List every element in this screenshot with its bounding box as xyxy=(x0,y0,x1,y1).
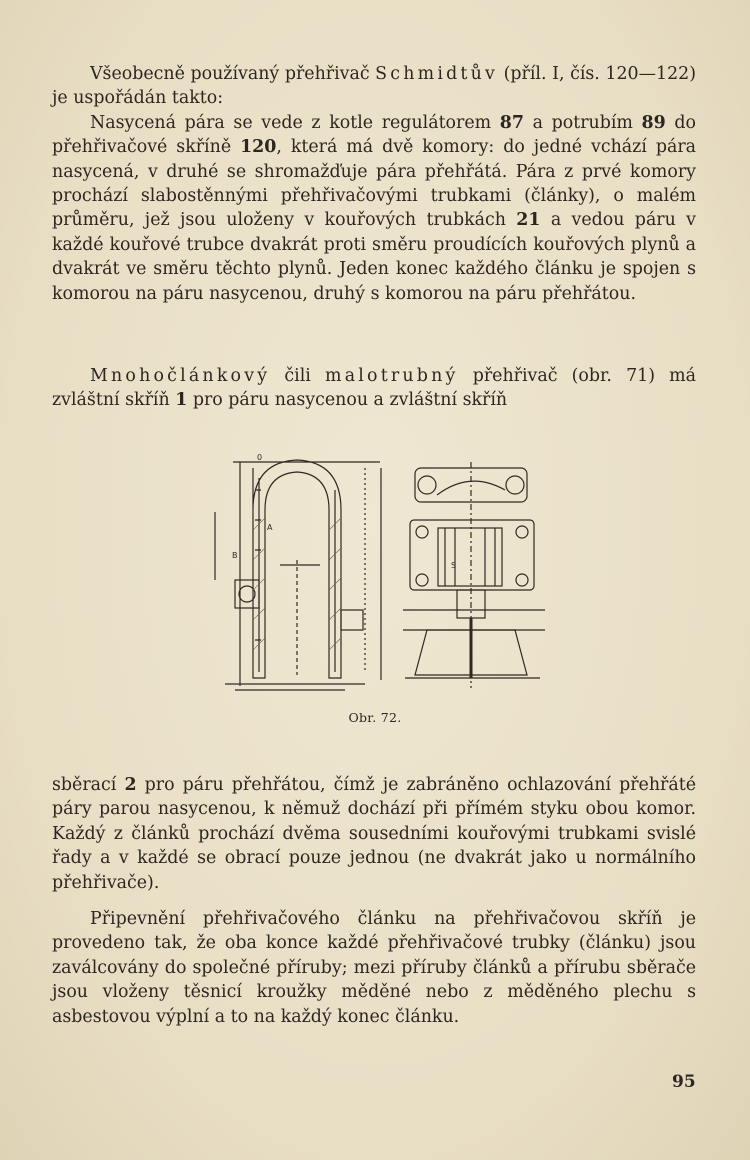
text-run: Nasycená pára se vede z kotle regulátorem xyxy=(90,112,500,133)
text-run: Všeobecně používaný přehřivač xyxy=(90,64,376,84)
text-run: do přehřivačové skříně xyxy=(52,112,696,158)
text-run: (příl. I, čís. 120—122) je uspořádán takto: xyxy=(52,64,696,109)
figure-caption: Obr. 72. xyxy=(348,710,402,725)
page-number: 95 xyxy=(672,1072,696,1092)
ref-number: 87 xyxy=(499,112,524,133)
text-run: přehřivač (obr. 71) má zvláštní skříň xyxy=(52,366,697,411)
paragraph-schmidt-intro xyxy=(52,62,696,111)
text-run: pro páru přehřátou, čímž je zabráněno ochlazování přehřáté páry parou nasycenou, k němuž dochází při přímém styku obou komor. Každý z článků prochází dvěma sousedními kouřovými trubkami svislé řady a v každé se obrací pouze jednou (ne dvakrát jako u normálního přehřivače). xyxy=(52,775,696,893)
ref-number: 89 xyxy=(641,112,666,133)
text-block-top xyxy=(52,62,696,306)
ref-number: 120 xyxy=(240,137,277,158)
figure-label-s: S xyxy=(451,561,457,570)
text-run: pro páru nasycenou a zvláštní skříň xyxy=(187,390,508,411)
paragraph-element-attachment: Připevnění přehřivačového článku na přehřivačovou skříň je provedeno tak, že oba konce každé přehřivačové trubky (článku) jsou zaválcovány do společné příruby; mezi příruby článků a přírubu sběrače jsou vloženy těsnicí kroužky měděné nebo z měděného plechu s asbestovou výplní a to na každý konec článku. xyxy=(52,909,696,1027)
ref-number: 1 xyxy=(175,390,188,411)
emphasized-name: Mnohočlánkový xyxy=(90,366,271,386)
text-run: a vedou páru v každé kouřové trubce dvakrát proti směru proudících kouřových plynů a dvakrát ve směru těchto plynů. Jeden konec každého článku je spojen s komorou na páru nasycenou, druhý s komorou na páru přehřátou. xyxy=(52,210,696,304)
ref-number: 21 xyxy=(516,210,541,231)
paragraph-multi-element xyxy=(52,364,696,413)
ref-number: 2 xyxy=(124,775,137,795)
figure-label-a: A xyxy=(267,523,273,532)
figure-label-top: 0 xyxy=(257,453,263,462)
figure-label-b: B xyxy=(232,551,238,560)
text-run: , která má dvě komory: do jedné vchází pára nasycená, v druhé se shromažďuje pára přehřátá. Pára z prvé komory prochází slabostěnnými přehřivačovými trubkami (články), o malém průměru, jež jsou uloženy v kouřových trubkách xyxy=(52,137,696,231)
text-run: čili xyxy=(270,366,326,386)
paragraph-saturated-steam xyxy=(52,111,696,306)
paragraph-collector-chamber xyxy=(52,773,696,895)
technical-drawing-figure xyxy=(205,450,550,698)
text-block-bottom xyxy=(52,773,696,1029)
text-run: sběrací xyxy=(52,775,125,795)
text-run: a potrubím xyxy=(523,112,642,133)
text-block-middle xyxy=(52,364,696,413)
emphasized-name: malotrubný xyxy=(325,366,459,386)
superheater-header-drawing xyxy=(205,450,550,698)
emphasized-name: Schmidtův xyxy=(375,64,499,84)
